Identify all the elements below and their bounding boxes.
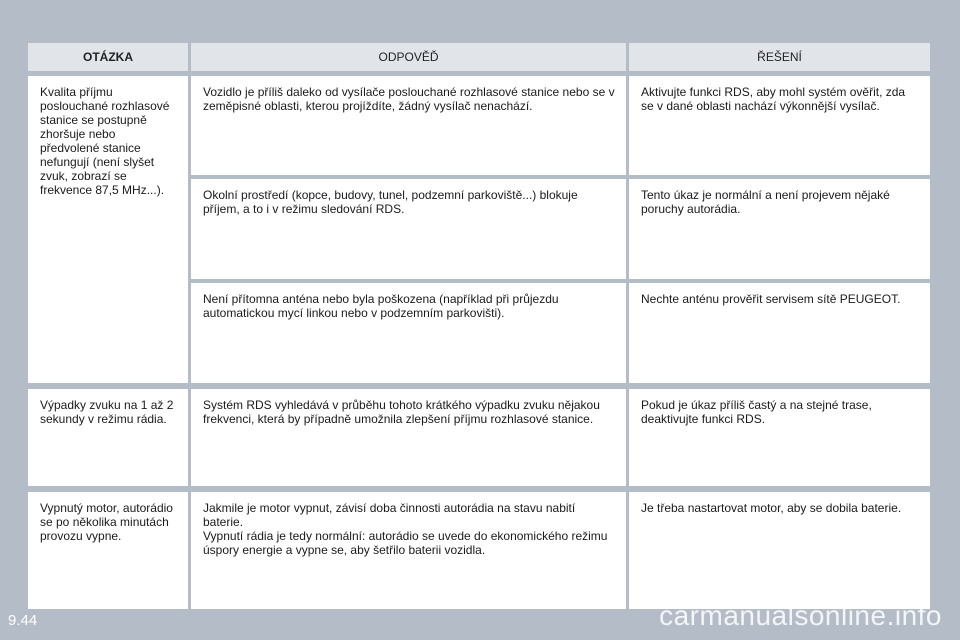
watermark: carmanualsonline.info	[659, 600, 942, 631]
question-cell: Vypnutý motor, autorádio se po několika minutách provozu vypne.	[28, 492, 188, 609]
solution-cell: Nechte anténu prověřit servisem sítě PEUGEOT.	[629, 283, 930, 383]
solution-cell: Pokud je úkaz příliš častý a na stejné trase, deaktivujte funkci RDS.	[629, 389, 930, 486]
solution-cell: Tento úkaz je normální a není projevem nějaké poruchy autorádia.	[629, 179, 930, 279]
page-number: 9.44	[8, 612, 38, 629]
question-cell: Výpadky zvuku na 1 až 2 sekundy v režimu rádia.	[28, 389, 188, 486]
column-header-answer: ODPOVĚĎ	[191, 43, 626, 71]
answer-cell: Není přítomna anténa nebo byla poškozena (například při průjezdu automatickou mycí linkou nebo v podzemním parkovišti).	[191, 283, 626, 383]
solution-cell: Je třeba nastartovat motor, aby se dobila baterie.	[629, 492, 930, 609]
troubleshooting-table	[28, 43, 930, 609]
answer-cell: Okolní prostředí (kopce, budovy, tunel, podzemní parkoviště...) blokuje příjem, a to i v režimu sledování RDS.	[191, 179, 626, 279]
answer-cell: Systém RDS vyhledává v průběhu tohoto krátkého výpadku zvuku nějakou frekvenci, která by případně umožnila zlepšení příjmu rozhlasové stanice.	[191, 389, 626, 486]
answer-cell: Jakmile je motor vypnut, závisí doba činnosti autorádia na stavu nabití baterie. Vypnutí rádia je tedy normální: autorádio se uvede do ekonomického režimu úspory energie a vypne se, aby šetřilo baterii vozidla.	[191, 492, 626, 609]
question-cell: Kvalita příjmu poslouchané rozhlasové stanice se postupně zhoršuje nebo předvolené stanice nefungují (není slyšet zvuk, zobrazí se frekvence 87,5 MHz...).	[28, 76, 188, 383]
column-header-solution: ŘEŠENÍ	[629, 43, 930, 71]
answer-cell: Vozidlo je příliš daleko od vysílače poslouchané rozhlasové stanice nebo se v zeměpisné oblasti, kterou projíždíte, žádný vysílač nenachází.	[191, 76, 626, 175]
solution-cell: Aktivujte funkci RDS, aby mohl systém ověřit, zda se v dané oblasti nachází výkonnější vysílač.	[629, 76, 930, 175]
column-header-question: OTÁZKA	[28, 43, 188, 71]
